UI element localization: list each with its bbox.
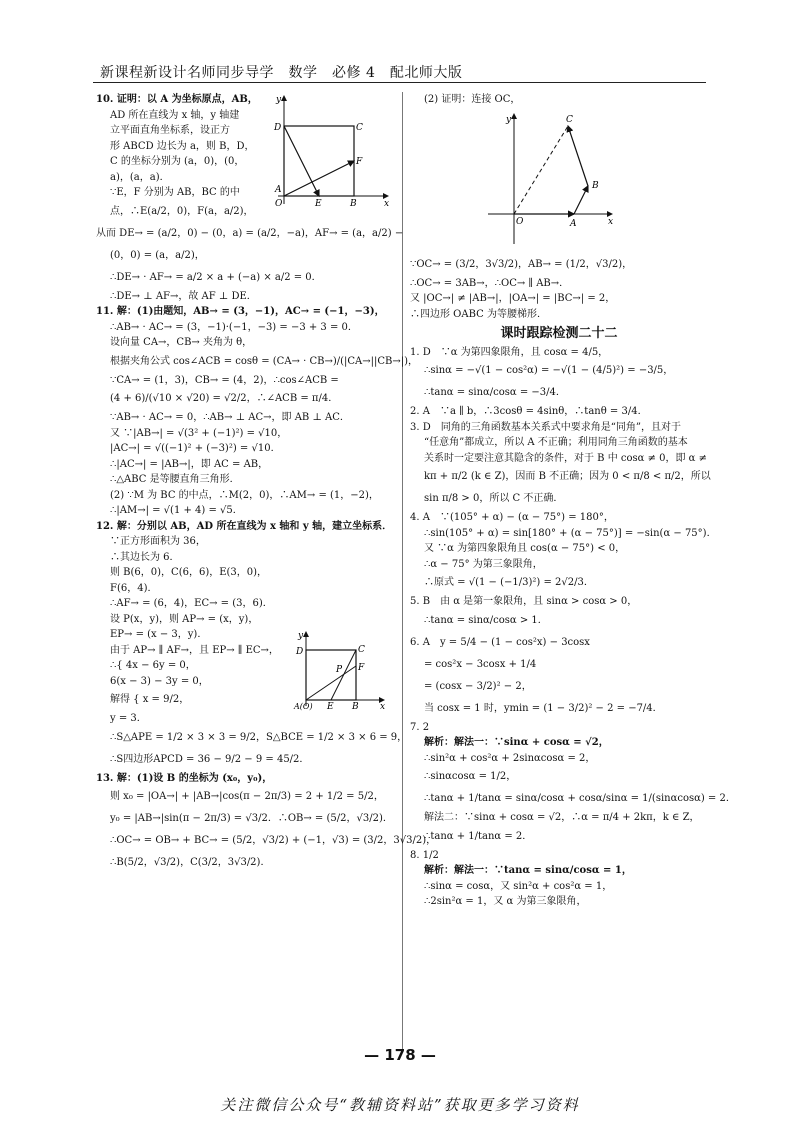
text-line: 解得 { x = 9/2，: [110, 694, 190, 705]
text-line: 则 x₀ = |OA→| + |AB→|cos(π − 2π/3) = 2 + 1/2 = 5/2，: [110, 791, 384, 802]
text-line: 设 P(x，y)，则 AP→ = (x，y)，: [110, 613, 259, 625]
vector-bc: [568, 126, 588, 186]
text-line: ∵正方形面积为 36，: [110, 536, 206, 547]
text-line: ∴AB→ · AC→ = (3，−1)·(−1，−3) = −3 + 3 = 0．: [110, 321, 358, 333]
text-line: F(6，4)．: [110, 582, 158, 594]
text-line: (4 + 6)/(√10 × √20) = √2/2，∴∠ACB = π/4．: [110, 393, 339, 404]
text-line: 6. A y = 5/4 − (1 − cos²x) − 3cosx: [410, 636, 590, 648]
square: [306, 650, 356, 700]
text-line: 根据夹角公式 cos∠ACB = cosθ = (CA→ · CB→)/(|CA→||CB→|)，: [110, 355, 419, 367]
label-f: F: [356, 157, 363, 167]
text-line: 5. B 由 α 是第一象限角，且 sinα > cosα > 0，: [410, 596, 638, 607]
text-line: 12. 解：分别以 AB，AD 所在直线为 x 轴和 y 轴，建立坐标系．: [96, 520, 393, 532]
label-c: C: [566, 115, 573, 125]
text-line: a)，(a，a)．: [110, 171, 170, 183]
text-line: y₀ = |AB→|sin(π − 2π/3) = √3/2．∴OB→ = (5/2，√3/2)．: [110, 813, 393, 824]
label-y: y: [298, 631, 304, 641]
footer-note: 关注微信公众号“教辅资料站”获取更多学习资料: [220, 1096, 580, 1114]
text-line: (2) ∵M 为 BC 的中点，∴M(2，0)，∴AM→ = (1，−2)，: [110, 489, 379, 501]
text-line: C 的坐标分别为 (a，0)，(0，: [110, 156, 245, 167]
text-line: 2. A ∵a ∥ b，∴3cosθ = 4sinθ，∴tanθ = 3/4．: [410, 406, 648, 417]
square: [284, 126, 354, 196]
figure-square-apcd: [290, 628, 390, 710]
line-ec: [331, 650, 356, 700]
text-line: 13. 解：(1)设 B 的坐标为 (x₀，y₀)，: [96, 772, 273, 784]
text-line: 从而 DE→ = (a/2，0) − (0，a) = (a/2，−a)，AF→ = (a，a/2) −: [96, 227, 404, 239]
text-line: ∵E，F 分别为 AB，BC 的中: [110, 187, 240, 198]
text-line: ∴△ABC 是等腰直角三角形．: [110, 474, 240, 485]
text-line: AD 所在直线为 x 轴，y 轴建: [110, 109, 240, 121]
text-line: 又 ∵α 为第四象限角且 cos(α − 75°) < 0，: [424, 543, 626, 554]
text-line: 解析：解法一：∵tanα = sinα/cosα = 1，: [424, 865, 632, 876]
label-f: F: [358, 663, 365, 673]
label-c: C: [358, 645, 365, 655]
text-line: (0，0) = (a，a/2)，: [110, 249, 205, 261]
label-y: y: [506, 115, 512, 125]
text-line: 11. 解：(1)由题知，AB→ = (3，−1)，AC→ = (−1，−3)，: [96, 306, 385, 317]
text-line: 由于 AP→ ∥ AF→，且 EP→ ∥ EC→，: [110, 644, 279, 656]
text-line: ∴AF→ = (6，4)，EC→ = (3，6)．: [110, 598, 273, 609]
text-line: 形 ABCD 边长为 a，则 B，D，: [110, 140, 255, 152]
text-line: 立平面直角坐标系，设正方: [110, 125, 230, 136]
text-line: EP→ = (x − 3，y)．: [110, 629, 208, 640]
text-line: ∴其边长为 6．: [110, 551, 180, 563]
text-line: ∴sin²α + cos²α + 2sinαcosα = 2，: [424, 752, 596, 764]
page-header: 新课程新设计名师同步导学 数学 必修 4 配北师大版: [100, 65, 463, 81]
text-line: ∴DE→ · AF→ = a/2 × a + (−a) × a/2 = 0．: [110, 271, 322, 283]
text-line: 10. 证明：以 A 为坐标原点，AB，: [96, 94, 258, 105]
text-line: ∵OC→ = (3/2，3√3/2)，AB→ = (1/2，√3/2)，: [410, 258, 633, 270]
vector-ab: [574, 186, 588, 214]
text-line: 又 ∵|AB→| = √(3² + (−1)²) = √10，: [110, 427, 288, 439]
text-line: 4. A ∵(105° + α) − (α − 75°) = 180°，: [410, 512, 614, 523]
text-line: ∴tanα = sinα/cosα > 1．: [424, 614, 548, 626]
vector-de: [284, 126, 319, 196]
text-line: ∵AB→ · AC→ = 0，∴AB→ ⊥ AC→，即 AB ⊥ AC．: [110, 412, 350, 423]
label-p: P: [336, 665, 343, 675]
label-d: D: [274, 123, 282, 133]
text-line: sin π/8 > 0，所以 C 不正确．: [424, 493, 564, 504]
label-b: B: [352, 702, 359, 712]
label-a: A: [275, 185, 282, 195]
line-af: [306, 666, 356, 700]
label-a: A(O): [294, 702, 313, 711]
vector-af: [284, 161, 354, 196]
label-d: D: [296, 647, 304, 657]
label-o: O: [516, 217, 524, 227]
label-x: x: [608, 217, 614, 227]
text-line: (2) 证明：连接 OC，: [424, 94, 521, 105]
text-line: ∴S四边形APCD = 36 − 9/2 − 9 = 45/2．: [110, 753, 310, 765]
text-line: ∴|AM→| = √(1 + 4) = √5．: [110, 505, 243, 516]
text-line: 解法二：∵sinα + cosα = √2，∴α = π/4 + 2kπ，k ∈ Z，: [424, 812, 700, 823]
text-line: 6(x − 3) − 3y = 0，: [110, 675, 209, 687]
label-x: x: [384, 199, 390, 209]
text-line: ∴tanα = sinα/cosα = −3/4．: [424, 387, 566, 398]
label-y: y: [276, 95, 282, 105]
text-line: 点，∴E(a/2，0)，F(a，a/2)，: [110, 205, 254, 217]
text-line: 当 cosx = 1 时，ymin = (1 − 3/2)² − 2 = −7/4．: [424, 702, 663, 714]
text-line: ∴tanα + 1/tanα = sinα/cosα + cosα/sinα = 1/(sinαcosα) = 2．: [424, 793, 736, 804]
section-title: 课时跟踪检测二十二: [500, 326, 618, 341]
text-line: ∴sinαcosα = 1/2，: [424, 771, 517, 782]
text-line: ∴OC→ = 3AB→，∴OC→ ∥ AB→．: [410, 277, 570, 289]
text-line: 8. 1/2: [410, 849, 439, 861]
text-line: kπ + π/2 (k ∈ Z)，因而 B 不正确；因为 0 < π/8 < π/2，所以: [424, 471, 711, 482]
page-number: — 178 —: [364, 1046, 436, 1064]
text-line: ∴α − 75° 为第三象限角，: [424, 558, 543, 570]
figure-trapezoid-oabc: [478, 108, 618, 248]
text-line: y = 3．: [110, 713, 147, 724]
header-rule: [93, 82, 706, 83]
label-c: C: [356, 123, 363, 133]
text-line: ∴tanα + 1/tanα = 2．: [424, 830, 533, 842]
label-b: B: [592, 181, 599, 191]
text-line: ∴四边形 OABC 为等腰梯形．: [410, 308, 547, 320]
text-line: 则 B(6，0)，C(6，6)，E(3，0)，: [110, 567, 268, 578]
text-line: ∴{ 4x − 6y = 0，: [110, 660, 196, 671]
text-line: |AC→| = √((−1)² + (−3)²) = √10．: [110, 443, 281, 454]
text-line: ∴|AC→| = |AB→|，即 AC = AB，: [110, 458, 269, 470]
text-line: ∴sinα = cosα，又 sin²α + cos²α = 1，: [424, 880, 613, 892]
text-line: 7. 2: [410, 721, 430, 733]
text-line: = cos²x − 3cosx + 1/4: [424, 658, 537, 670]
text-line: ∴sinα = −√(1 − cos²α) = −√(1 − (4/5)²) = −3/5，: [424, 365, 674, 376]
label-o: O: [275, 199, 283, 209]
text-line: 设向量 CA→，CB→ 夹角为 θ，: [110, 337, 253, 348]
text-line: 1. D ∵α 为第四象限角，且 cosα = 4/5，: [410, 346, 609, 358]
text-line: ∴B(5/2，√3/2)，C(3/2，3√3/2)．: [110, 857, 271, 868]
label-x: x: [380, 702, 386, 712]
text-line: ∴S△APE = 1/2 × 3 × 3 = 9/2，S△BCE = 1/2 × 3 × 6 = 9，: [110, 731, 408, 743]
figure-square-abcd: [270, 92, 394, 210]
text-line: ∴sin(105° + α) = sin[180° + (α − 75°)] = −sin(α − 75°)．: [424, 527, 717, 539]
label-e: E: [327, 702, 334, 712]
text-line: 又 |OC→| ≠ |AB→|，|OA→| = |BC→| = 2，: [410, 293, 616, 304]
text-line: “任意角”都成立，所以 A 不正确；利用同角三角函数的基本: [424, 437, 688, 448]
text-line: ∵CA→ = (1，3)，CB→ = (4，2)，∴cos∠ACB =: [110, 374, 339, 386]
text-line: ∴2sin²α = 1，又 α 为第三象限角，: [424, 896, 587, 907]
text-line: 关系时一定要注意其隐含的条件，对于 B 中 cosα ≠ 0，即 α ≠: [424, 452, 707, 464]
text-line: = (cosx − 3/2)² − 2，: [424, 680, 532, 692]
text-line: ∴原式 = √(1 − (−1/3)²) = 2√2/3．: [424, 577, 594, 588]
segment-oc: [514, 126, 568, 214]
text-line: ∴OC→ = OB→ + BC→ = (5/2，√3/2) + (−1，√3) = (3/2，3√3/2)，: [110, 835, 437, 846]
label-a: A: [570, 219, 577, 229]
label-e: E: [315, 199, 322, 209]
text-line: 解析：解法一：∵sinα + cosα = √2，: [424, 737, 609, 748]
text-line: 3. D 同角的三角函数基本关系式中要求角是“同角”，且对于: [410, 421, 681, 433]
label-b: B: [350, 199, 357, 209]
text-line: ∴DE→ ⊥ AF→，故 AF ⊥ DE．: [110, 290, 257, 302]
